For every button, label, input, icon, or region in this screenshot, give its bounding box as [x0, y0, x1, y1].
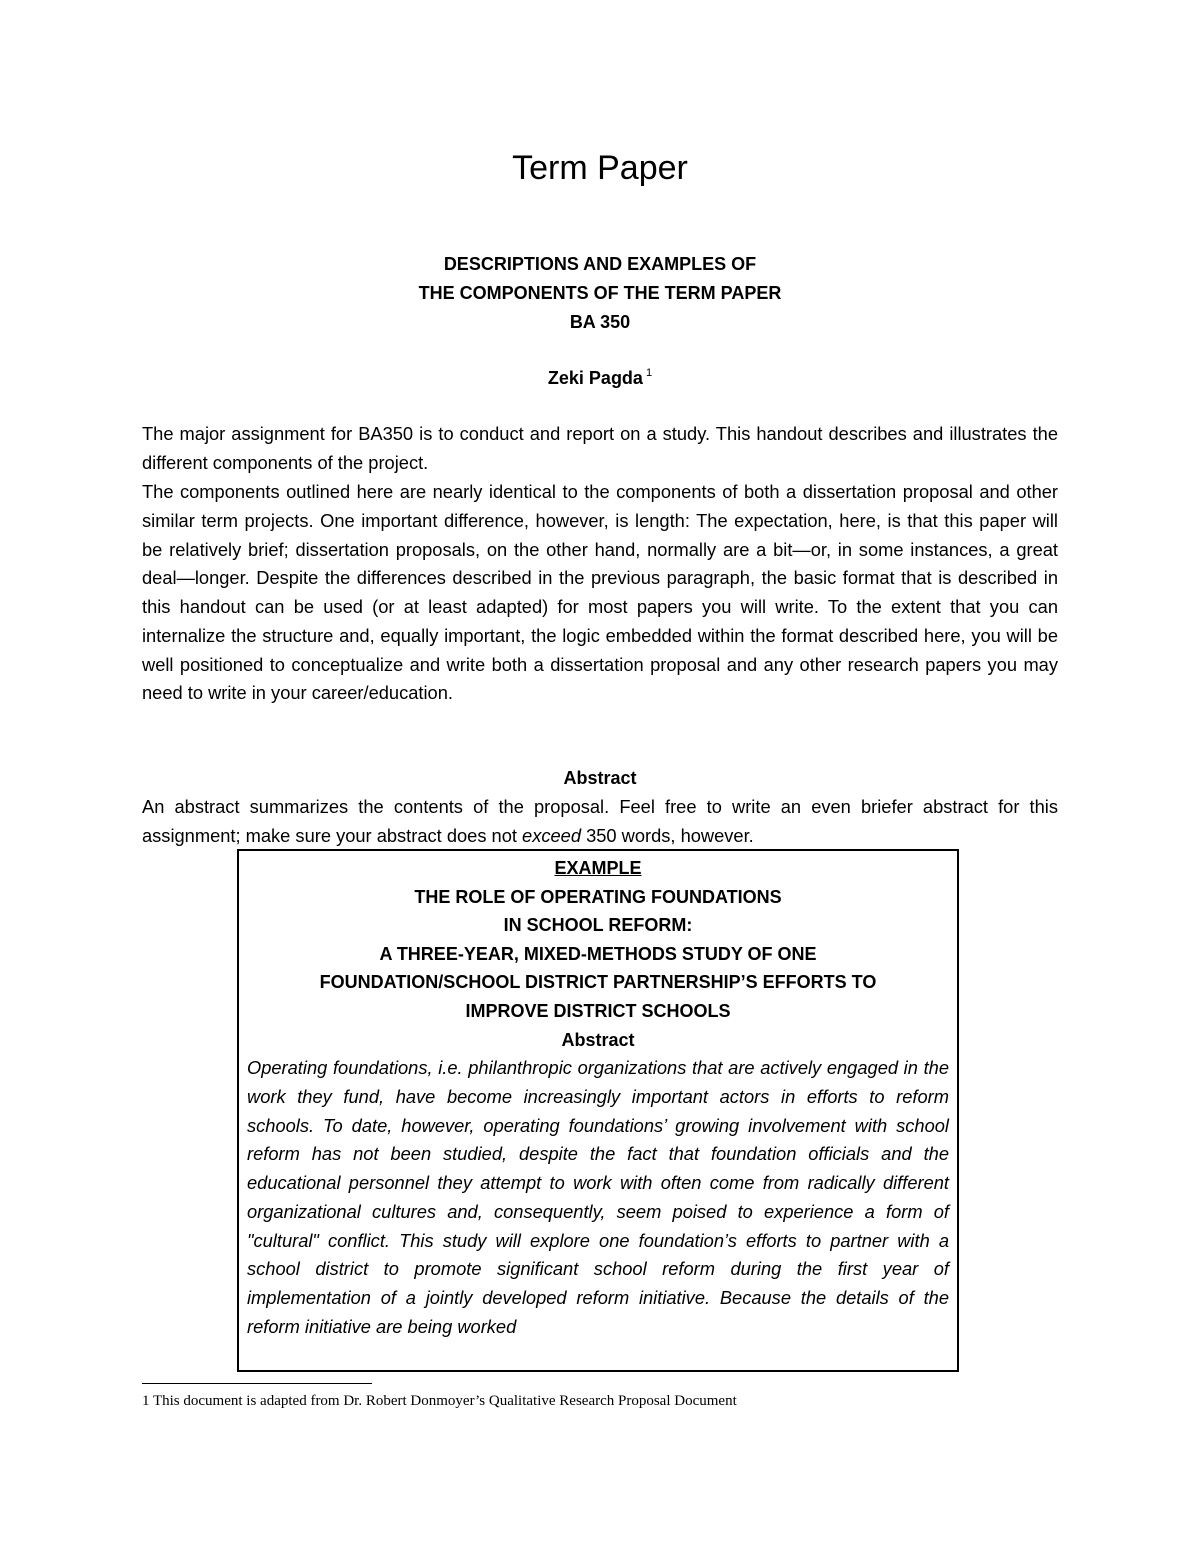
example-box [237, 849, 959, 1372]
footnote: 1 This document is adapted from Dr. Robert Donmoyer’s Qualitative Research Proposal Document [142, 1393, 737, 1409]
document-title: Term Paper [512, 149, 688, 187]
example-title-line: FOUNDATION/SCHOOL DISTRICT PARTNERSHIP’S EFFORTS TO [319, 972, 877, 993]
footnote-divider [142, 1383, 372, 1384]
intro-paragraph: The major assignment for BA350 is to conduct and report on a study. This handout describes and illustrates the different components of the project. [142, 423, 1058, 473]
abstract-text-after: 350 words, however. [581, 824, 754, 846]
example-abstract-text: Operating foundations, i.e. philanthropic organizations that are actively engaged in the work they fund, have become increasingly important actors in efforts to reform schools. To date, however, operating foundations’ growing involvement with school reform has not been studied, despite the fact that foundation officials and the educational personnel they attempt to work with often come from radically different organizational cultures and, consequently, seem poised to experience a form of "cultural" conflict. This study will explore one foundation’s efforts to partner with a school district to promote significant school reform during the first year of implementation of a jointly developed reform initiative. Because the details of the reform initiative are being worked [247, 1057, 949, 1337]
example-title-line: IN SCHOOL REFORM: [503, 915, 693, 936]
example-abstract-title: Abstract [561, 1029, 635, 1050]
abstract-paragraph [142, 793, 1058, 851]
example-title-line: IMPROVE DISTRICT SCHOOLS [465, 1000, 731, 1021]
author-line [0, 364, 1200, 393]
author-name: Zeki Pagda [547, 368, 643, 388]
example-title-line: THE ROLE OF OPERATING FOUNDATIONS [414, 886, 782, 907]
author-footnote-mark: 1 [645, 367, 653, 379]
components-paragraph: The components outlined here are nearly identical to the components of both a dissertation proposal and other similar term projects. One important difference, however, is length: The expectation, here, is that this paper will be relatively brief; dissertation proposals, on the other hand, normally are a bit—or, in some instances, a great deal—longer. Despite the differences described in the previous paragraph, the basic format that is described in this handout can be used (or at least adapted) for most papers you will write. To the extent that you can internalize the structure and, equally important, the logic embedded within the format described here, you will be well positioned to conceptualize and write both a dissertation proposal and any other research papers you may need to write in your career/education. [142, 481, 1058, 704]
subheading-line: DESCRIPTIONS AND EXAMPLES OF [443, 254, 757, 274]
example-title-line: A THREE-YEAR, MIXED-METHODS STUDY OF ONE [379, 943, 817, 964]
abstract-heading: Abstract [563, 768, 637, 788]
abstract-text-emphasis: exceed [522, 824, 581, 846]
example-heading [239, 854, 957, 1026]
subheading-line: THE COMPONENTS OF THE TERM PAPER [418, 283, 782, 303]
course-code: BA 350 [569, 312, 631, 332]
document-subheading [0, 250, 1200, 337]
abstract-text-before: An abstract summarizes the contents of the proposal. Feel free to write an even briefer abstract for this assignment; make sure your abstract does not [142, 796, 1058, 846]
example-label: EXAMPLE [554, 858, 642, 878]
